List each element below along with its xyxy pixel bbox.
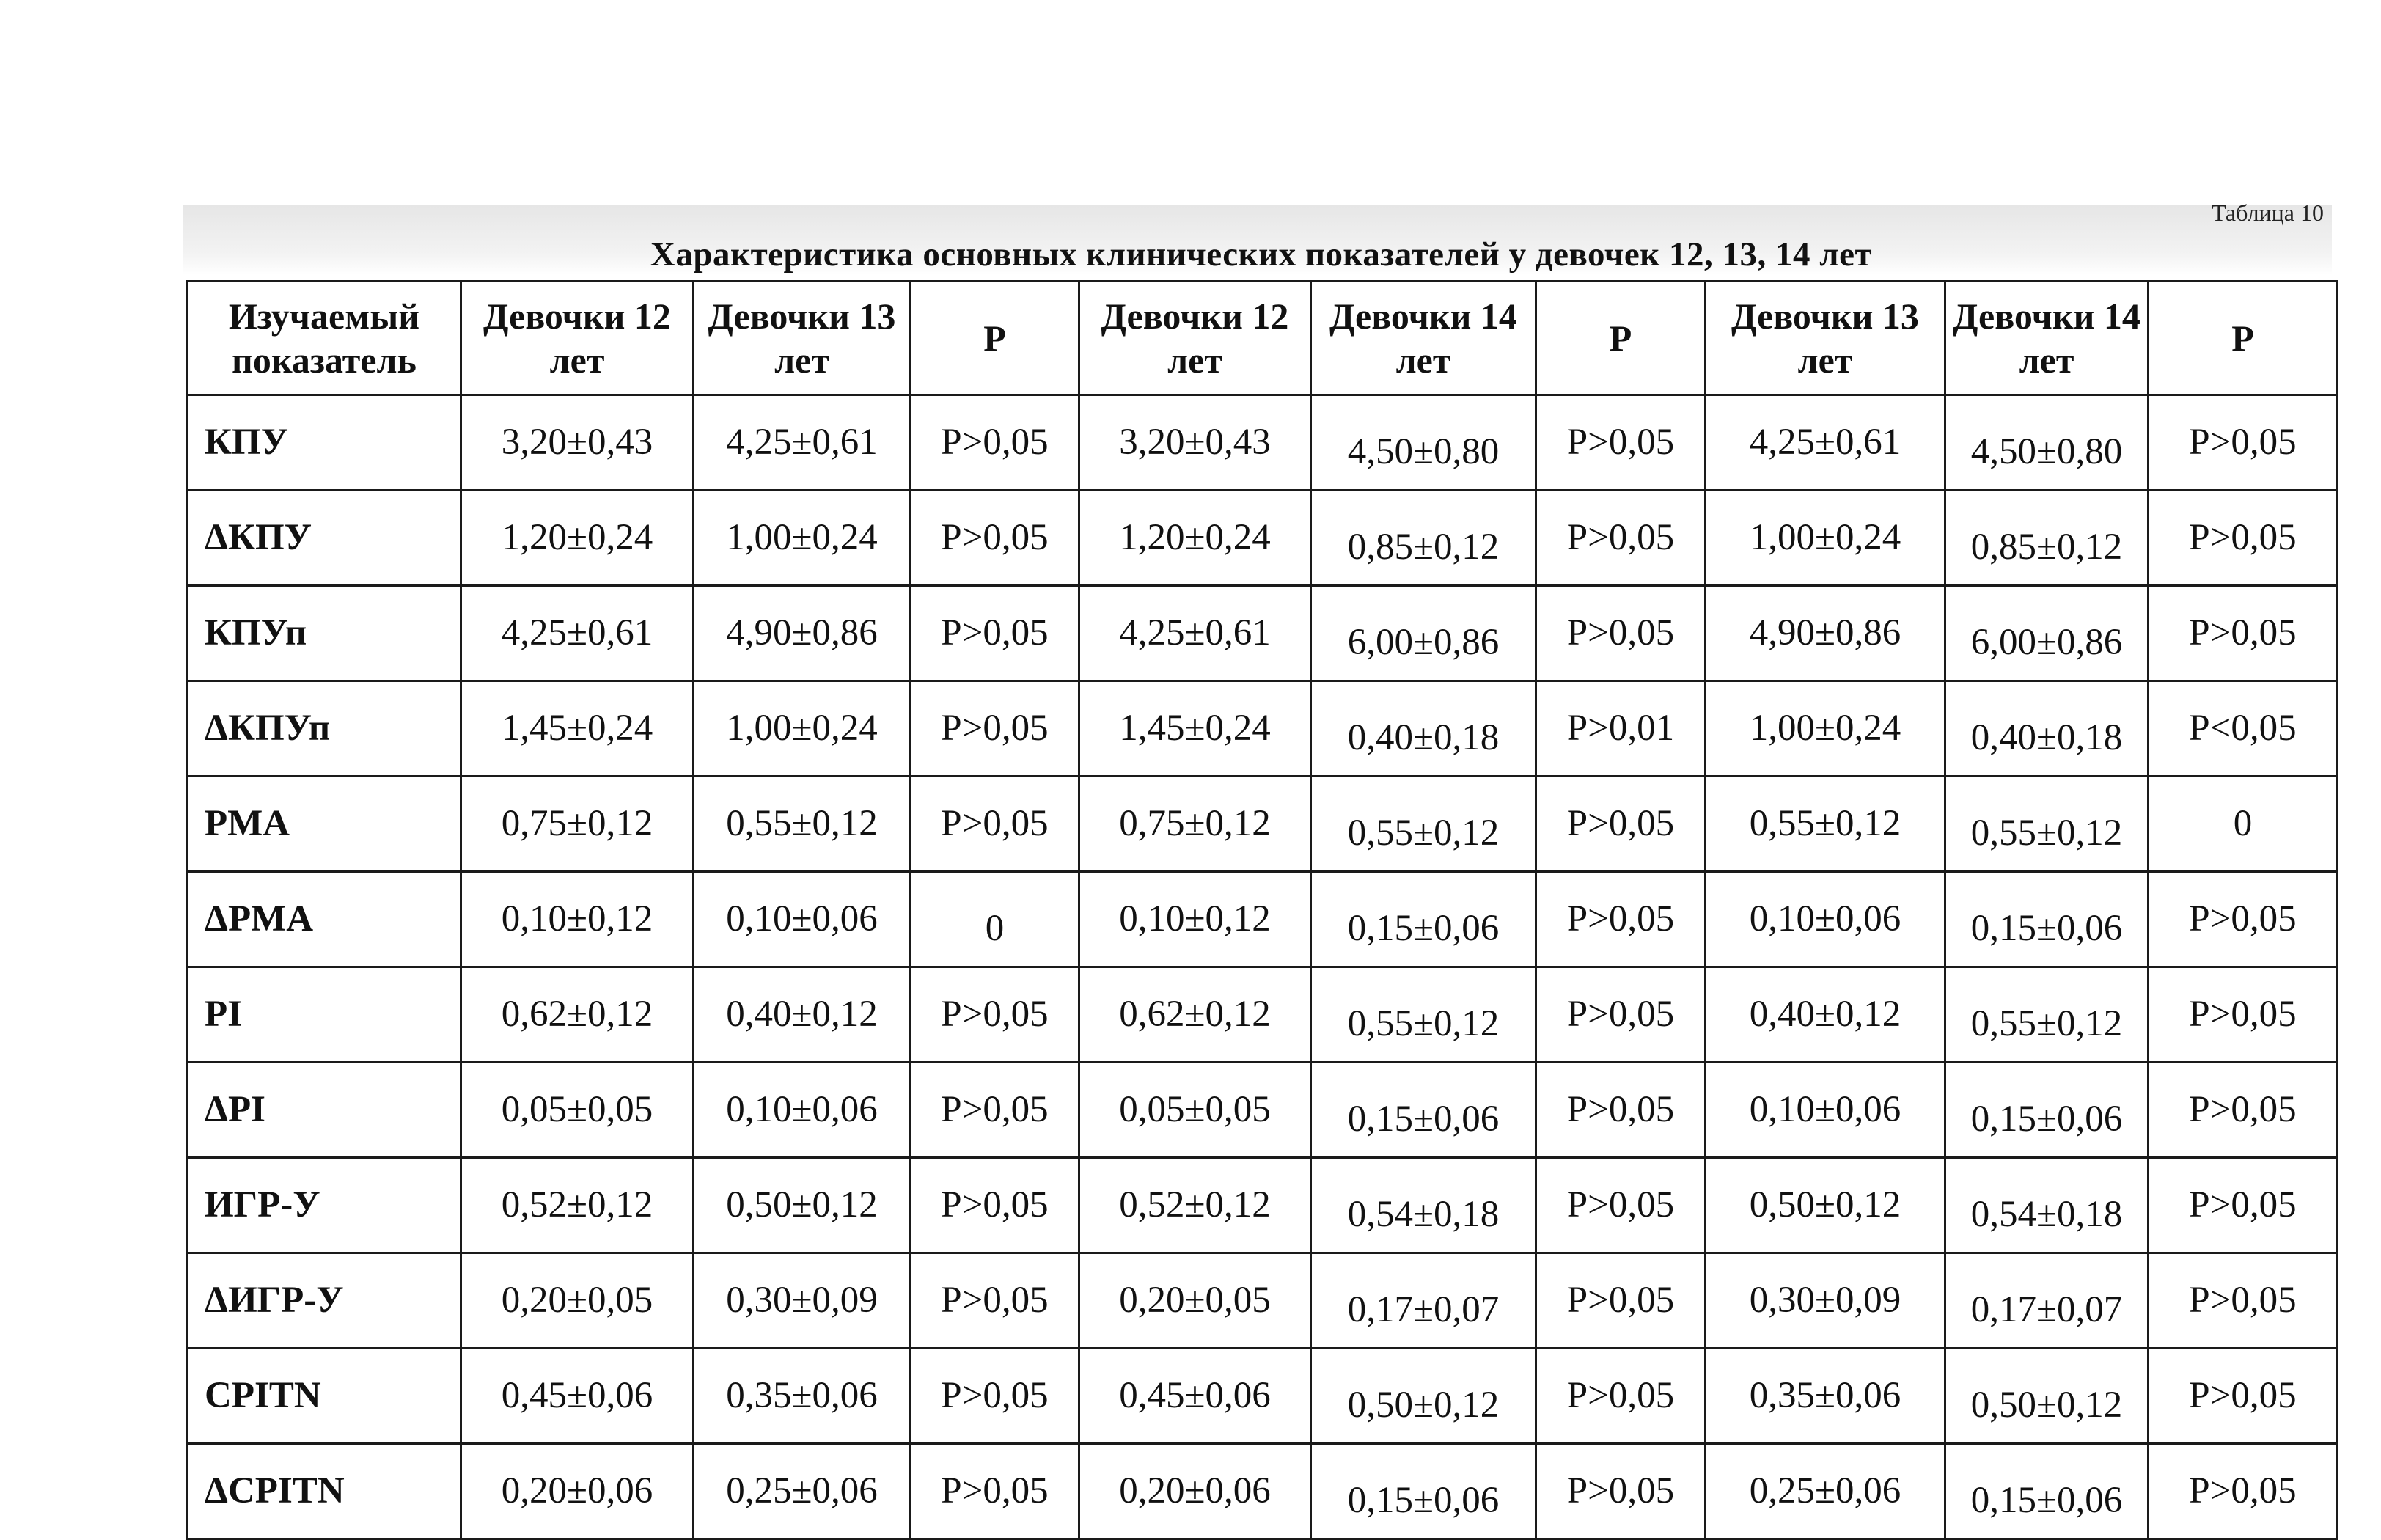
table-cell: 0,52±0,12 [1079,1158,1311,1253]
table-cell: Р>0,05 [911,967,1079,1063]
table-cell: 1,20±0,24 [1079,491,1311,586]
table-cell: 0,05±0,05 [461,1063,694,1158]
table-cell: Р>0,05 [911,1349,1079,1444]
table-cell: Р>0,05 [911,395,1079,491]
table-cell: 0,25±0,06 [694,1444,911,1539]
table-cell: 1,00±0,24 [694,681,911,777]
table-cell: Р>0,05 [911,1444,1079,1539]
table-cell: 4,25±0,61 [1079,586,1311,681]
table-cell: 0,35±0,06 [694,1349,911,1444]
table-cell: Р>0,05 [1536,1063,1706,1158]
header-cell: Р [911,282,1079,395]
table-cell: 0,30±0,09 [694,1253,911,1349]
table-cell: 4,50±0,80 [1945,395,2149,491]
table-cell: 0,10±0,06 [694,872,911,967]
table-cell: 0,40±0,12 [1706,967,1945,1063]
table-cell: Р>0,05 [2149,1158,2338,1253]
table-cell: Р>0,05 [1536,395,1706,491]
table-cell: 0,15±0,06 [1311,1444,1536,1539]
table-cell: 0,15±0,06 [1945,1063,2149,1158]
table-cell: 3,20±0,43 [1079,395,1311,491]
table-cell: 0,54±0,18 [1945,1158,2149,1253]
table-cell: 0,52±0,12 [461,1158,694,1253]
indicator-label: КПУп [188,586,461,681]
header-cell: Девочки 14 лет [1945,282,2149,395]
table-row [188,491,2338,586]
table-row [188,681,2338,777]
table-cell: Р>0,05 [1536,1444,1706,1539]
header-cell: Р [2149,282,2338,395]
table-cell: Р>0,05 [2149,1063,2338,1158]
table-row [188,872,2338,967]
table-cell: 0,85±0,12 [1945,491,2149,586]
table-cell: Р>0,05 [1536,872,1706,967]
table-cell: Р>0,05 [2149,872,2338,967]
table-cell: 0,62±0,12 [461,967,694,1063]
table-caption: Характеристика основных клинических показателей у девочек 12, 13, 14 лет [650,235,1873,274]
table-cell: 0,20±0,05 [1079,1253,1311,1349]
header-cell: Изучаемый показатель [188,282,461,395]
table-cell: 0,85±0,12 [1311,491,1536,586]
table-cell: Р>0,05 [911,1158,1079,1253]
table-row [188,1444,2338,1539]
table-cell: 0,05±0,05 [1079,1063,1311,1158]
table-cell: 0,50±0,12 [1706,1158,1945,1253]
indicator-label: PI [188,967,461,1063]
table-cell: 4,90±0,86 [1706,586,1945,681]
table-cell: 1,00±0,24 [1706,491,1945,586]
table-cell: 0,17±0,07 [1311,1253,1536,1349]
table-cell: 0,17±0,07 [1945,1253,2149,1349]
indicator-label: ΔPMA [188,872,461,967]
table-cell: 4,50±0,80 [1311,395,1536,491]
indicator-label: ΔКПУ [188,491,461,586]
table-cell: 0,55±0,12 [1945,777,2149,872]
table-cell: 0,30±0,09 [1706,1253,1945,1349]
table-cell: 4,25±0,61 [1706,395,1945,491]
table-cell: 0,15±0,06 [1311,872,1536,967]
table-cell: 0,54±0,18 [1311,1158,1536,1253]
table-cell: 0,10±0,12 [1079,872,1311,967]
table-cell: 0,15±0,06 [1945,1444,2149,1539]
indicator-label: ΔPI [188,1063,461,1158]
table-cell: 0,55±0,12 [1706,777,1945,872]
table-cell: Р>0,05 [2149,1253,2338,1349]
table-cell: Р>0,05 [1536,491,1706,586]
indicator-label: ИГР-У [188,1158,461,1253]
table-cell: Р>0,05 [911,777,1079,872]
table-cell: 3,20±0,43 [461,395,694,491]
table-cell: 0,62±0,12 [1079,967,1311,1063]
table-cell: 0,50±0,12 [1311,1349,1536,1444]
table-cell: 0,40±0,18 [1945,681,2149,777]
table-cell: 4,90±0,86 [694,586,911,681]
table-cell: Р>0,05 [1536,1349,1706,1444]
table-cell: Р>0,05 [911,1253,1079,1349]
table-cell: 0,75±0,12 [1079,777,1311,872]
table-cell: 0,50±0,12 [694,1158,911,1253]
table-row [188,1253,2338,1349]
header-cell: Девочки 14 лет [1311,282,1536,395]
table-row [188,395,2338,491]
table-cell: 1,00±0,24 [694,491,911,586]
table-cell: Р>0,05 [2149,586,2338,681]
table-cell: 0,20±0,05 [461,1253,694,1349]
table-number-label: Таблица 10 [2212,199,2324,226]
table-row [188,967,2338,1063]
table-cell: 0,10±0,06 [1706,1063,1945,1158]
table-cell: 0,45±0,06 [1079,1349,1311,1444]
table-cell: 1,20±0,24 [461,491,694,586]
table-cell: 0 [911,872,1079,967]
table-cell: Р>0,05 [1536,1158,1706,1253]
table-cell: Р>0,05 [2149,491,2338,586]
table-cell: 0,55±0,12 [1945,967,2149,1063]
table-row [188,777,2338,872]
table-cell: 0,55±0,12 [1311,777,1536,872]
table-cell: Р>0,05 [911,681,1079,777]
table-cell: 0,35±0,06 [1706,1349,1945,1444]
table-cell: Р>0,05 [1536,1253,1706,1349]
table-cell: Р>0,05 [2149,967,2338,1063]
table-cell: 0,10±0,12 [461,872,694,967]
table-row [188,1063,2338,1158]
table-cell: 0,15±0,06 [1311,1063,1536,1158]
indicator-label: ΔCPITN [188,1444,461,1539]
header-cell: Девочки 13 лет [1706,282,1945,395]
header-cell: Девочки 13 лет [694,282,911,395]
table-cell: Р>0,05 [1536,967,1706,1063]
table-cell: 4,25±0,61 [694,395,911,491]
table-cell: Р>0,05 [2149,1349,2338,1444]
table-row [188,1158,2338,1253]
indicator-label: ΔИГР-У [188,1253,461,1349]
table-cell: 0,55±0,12 [1311,967,1536,1063]
clinical-indicators-table [186,280,2338,1540]
table-cell: 0 [2149,777,2338,872]
table-row [188,1349,2338,1444]
table-cell: Р>0,05 [911,491,1079,586]
table-cell: Р>0,05 [1536,586,1706,681]
table-cell: 0,20±0,06 [461,1444,694,1539]
table-cell: 0,25±0,06 [1706,1444,1945,1539]
table-cell: 4,25±0,61 [461,586,694,681]
table-cell: 0,15±0,06 [1945,872,2149,967]
indicator-label: ΔКПУп [188,681,461,777]
indicator-label: CPITN [188,1349,461,1444]
header-cell: Девочки 12 лет [1079,282,1311,395]
table-cell: 0,50±0,12 [1945,1349,2149,1444]
table-cell: 0,40±0,12 [694,967,911,1063]
table-cell: 0,10±0,06 [694,1063,911,1158]
table-cell: 0,45±0,06 [461,1349,694,1444]
indicator-label: PMA [188,777,461,872]
table-cell: Р>0,05 [911,1063,1079,1158]
header-cell: Р [1536,282,1706,395]
table-cell: Р>0,01 [1536,681,1706,777]
table-cell: 6,00±0,86 [1311,586,1536,681]
table-cell: 0,20±0,06 [1079,1444,1311,1539]
table-cell: Р>0,05 [2149,1444,2338,1539]
table-cell: 0,55±0,12 [694,777,911,872]
table-cell: 0,10±0,06 [1706,872,1945,967]
header-row [188,282,2338,395]
table-cell: 0,40±0,18 [1311,681,1536,777]
table-cell: Р>0,05 [2149,395,2338,491]
table-cell: Р>0,05 [1536,777,1706,872]
table-cell: 6,00±0,86 [1945,586,2149,681]
table-cell: 0,75±0,12 [461,777,694,872]
table-row [188,586,2338,681]
table-cell: Р<0,05 [2149,681,2338,777]
table-cell: 1,45±0,24 [1079,681,1311,777]
indicator-label: КПУ [188,395,461,491]
table-cell: Р>0,05 [911,586,1079,681]
table-cell: 1,00±0,24 [1706,681,1945,777]
header-cell: Девочки 12 лет [461,282,694,395]
table-cell: 1,45±0,24 [461,681,694,777]
